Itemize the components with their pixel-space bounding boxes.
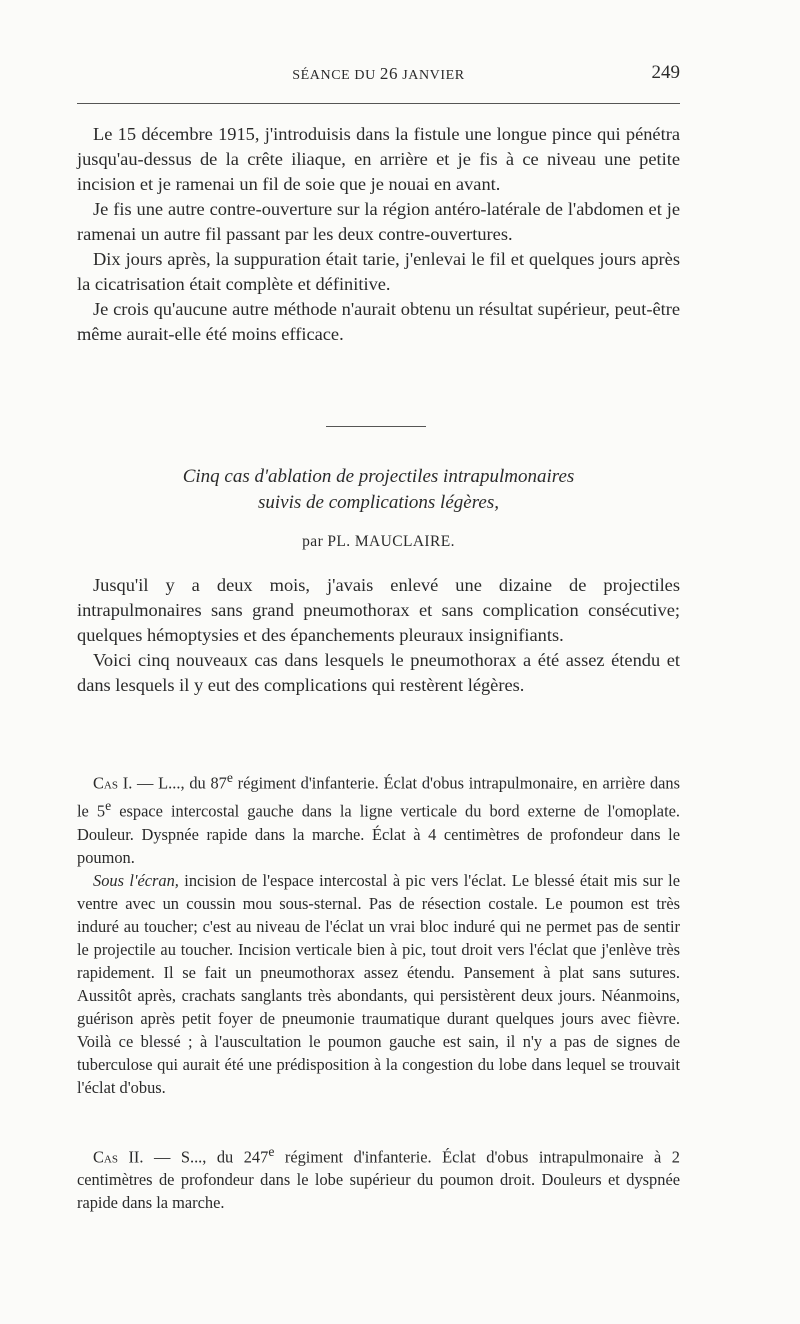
paragraph: Dix jours après, la suppuration était tarie, j'enlevai le fil et quelques jours après la cicatrisation était complète et définitive. [77, 249, 680, 294]
paragraph: Le 15 décembre 1915, j'introduisis dans la fistule une longue pince qui pénétra jusqu'au-dessus de la crête iliaque, en arrière et je fis à ce niveau une petite incision et je ramenai un fil de soie que je nouai en avant. [77, 124, 680, 194]
article-title [77, 464, 680, 516]
text-run: régiment d'infanterie. Éclat d'obus intrapulmonaire, en arrière dans le 5 [77, 773, 680, 821]
paragraph: Jusqu'il y a deux mois, j'avais enlevé une dizaine de projectiles intrapulmonaires sans grand pneumothorax et sans complication consécutive; quelques hémoptysies et des épanchements pleuraux insignifiants. [77, 575, 680, 645]
superscript: e [268, 1144, 275, 1159]
text-run: régiment d'infanterie. Éclat d'obus intrapulmonaire à 2 centimètres de profondeur dans le lobe supérieur du poumon droit. Douleurs et dyspnée rapide dans la marche. [77, 1147, 680, 1213]
article-intro [77, 573, 680, 698]
paragraph [77, 766, 680, 869]
case-label: Cas II. [93, 1147, 144, 1167]
header-title [77, 64, 680, 84]
paragraph [77, 1140, 680, 1214]
paragraph [77, 869, 680, 1099]
superscript: e [226, 770, 233, 785]
header-rule [77, 103, 680, 104]
paragraph: Je fis une autre contre-ouverture sur la région antéro-latérale de l'abdomen et je ramenai un autre fil passant par les deux contre-ouvertures. [77, 199, 680, 244]
article-author: par PL. MAUCLAIRE. [302, 533, 455, 550]
header-title-end: JANVIER [398, 68, 465, 83]
section-separator [326, 426, 426, 427]
text-run: — L..., du 87 [132, 773, 227, 793]
case-2 [77, 1140, 680, 1214]
page-number: 249 [651, 62, 680, 83]
superscript: e [105, 798, 112, 814]
paragraph: Voici cinq nouveaux cas dans lesquels le pneumothorax a été assez étendu et dans lesquels il y eut des complications qui restèrent légères. [77, 650, 680, 695]
paragraph: Je crois qu'aucune autre méthode n'aurait obtenu un résultat supérieur, peut-être même aurait-elle été moins efficace. [77, 299, 680, 344]
article-title-line: suivis de complications légères, [258, 492, 499, 513]
header-title-number: 26 [379, 64, 399, 83]
intro-section [77, 122, 680, 347]
case-1 [77, 766, 680, 1099]
text-run: — S..., du 247 [143, 1147, 269, 1167]
text-run: espace intercostal gauche dans la ligne verticale du bord externe de l'omoplate. Douleur. Dyspnée rapide dans la marche. Éclat à 4 centimètres de profondeur dans le poumon. [77, 801, 680, 867]
italic-run: Sous l'écran, [93, 870, 179, 890]
text-run: incision de l'espace intercostal à pic vers l'éclat. Le blessé était mis sur le ventre avec un coussin mou sous-sternal. Pas de résection costale. Le poumon est très induré au toucher; c'est au niveau de l'éclat un vrai bloc induré qui ne permet pas de sentir le projectile au toucher. Incision verticale bien à pic, tout droit vers l'éclat que j'enlève très rapidement. Il se fait un pneumothorax assez étendu. Pansement à plat sans sutures. Aussitôt après, crachats sanglants très abondants, qui persistèrent deux jours. Néanmoins, guérison après petit foyer de pneumonie traumatique durant quelques jours avec fièvre. Voilà ce blessé ; à l'auscultation le poumon gauche est sain, il n'y a pas de signes de tuberculose qui aurait été une prédisposition à la congestion du lobe dans lequel se trouvait l'éclat d'obus. [77, 870, 680, 1097]
case-label: Cas I. [93, 773, 133, 793]
running-header [77, 64, 680, 86]
article-title-line: Cinq cas d'ablation de projectiles intrapulmonaires [182, 466, 575, 487]
header-title-start: SÉANCE DU [292, 68, 380, 83]
